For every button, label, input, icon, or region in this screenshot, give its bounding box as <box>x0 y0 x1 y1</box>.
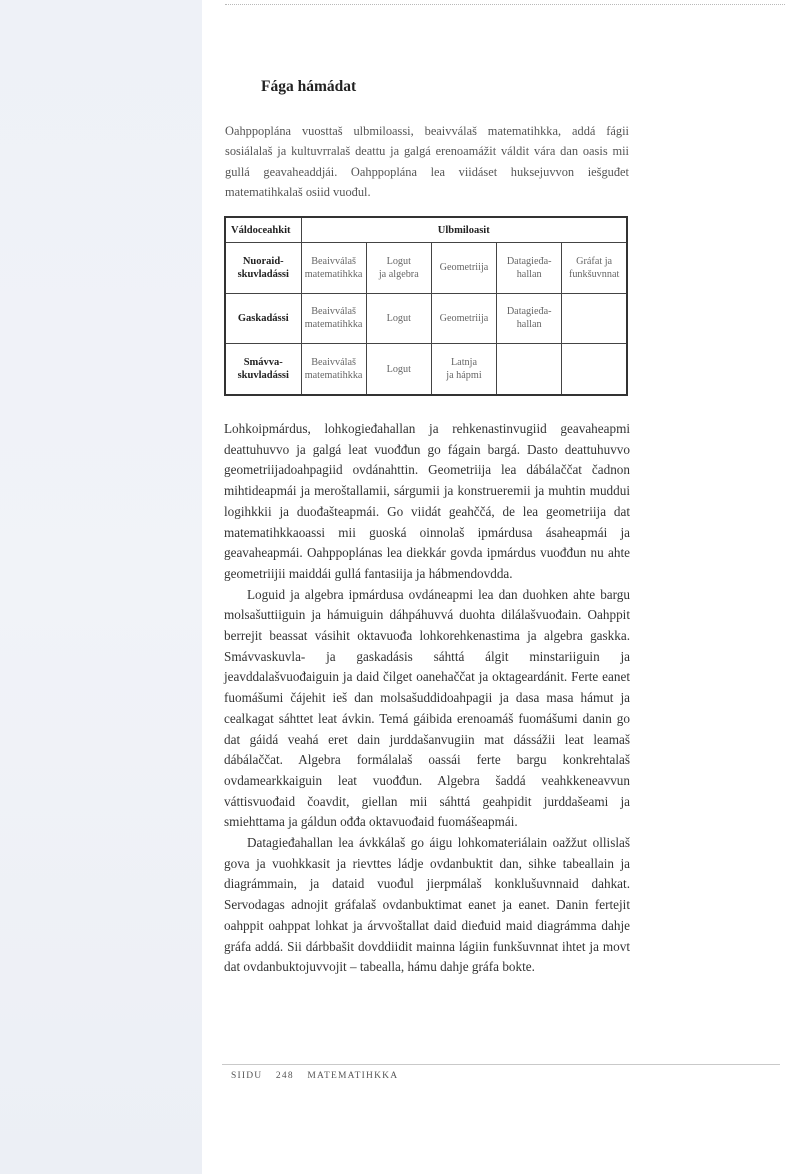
table-cell-line: Gráfat ja <box>576 255 613 267</box>
table-cell-line: matematihkka <box>304 370 363 382</box>
table-cell-line: Beaivválaš <box>311 357 356 369</box>
footer-section-title: MATEMATIHKKA <box>307 1071 399 1081</box>
table-cell <box>431 243 496 294</box>
row-level-label-line: skuvladássi <box>237 268 289 280</box>
table-cell <box>562 293 627 344</box>
row-level-label <box>225 243 301 294</box>
body-text <box>224 419 630 978</box>
footer-divider <box>222 1064 780 1065</box>
table-cell-line: Beaivválaš <box>311 306 356 318</box>
table-cell <box>366 293 431 344</box>
table-cell-line: Geometriija <box>439 262 489 274</box>
table-cell <box>497 344 562 395</box>
table-cell <box>366 243 431 294</box>
table-cell-line: hallan <box>516 319 542 331</box>
row-level-label <box>225 293 301 344</box>
table-cell-line: Logut <box>386 363 411 375</box>
paragraph-data-handling: Datagieđahallan lea ávkkálaš go áigu lohkomateriálain oažžut ollislaš gova ja vuohkkasit ja rievttes ládje ovdanbuktit dan, sihke tabeallain ja diagrámmain, ja dataid vuođul jierpmálaš konklušuvnnaid dahkat. Servodagas adnojit gráfalaš ovdanbuktimat eanet ja eanet. Danin fertejit oahppit oahppat lohkat ja árvvoštallat daid dieđuid maid diagrámma dahje gráfa addá. Sii dárbbašit dovddiidit mainna lágiin funkšuvnnat ihtet ja movt dat ovdanbuktojuvvojit – tabealla, hámu dahje gráfa bokte. <box>224 835 630 975</box>
table-cell-line: funkšuvnnat <box>568 268 620 280</box>
row-level-label-line: Smávva- <box>243 357 283 369</box>
table-cell-line: Logut <box>386 255 411 267</box>
table-cell <box>301 243 366 294</box>
paragraph-numbers-geometry: Lohkoipmárdus, lohkogieđahallan ja rehkenastinvugiid geavaheapmi deattuhuvvo ja galgá leat vuođđun go fágain bargá. Dasto deattuhuvvo geometriijadoahpagiid ovdánahttin. Geometriija lea dábálaččat čadnon mihtideapmái ja meroštallamii, sárgumii ja konstrueremii ja muhtin muddui logihkkii ja duođašteapmái. Go viidát geahččá, de lea geometriija dat matematihkkaoassi mii guoská oinnolaš ipmárdusa ásaheapmái ja geavaheapmái. Oahppoplánas lea diekkár govda ipmárdus vuođđun nu ahte geometriijii maiddái gullá fantasiija ja hábmendovdda. <box>224 421 630 581</box>
table-row <box>225 293 627 344</box>
table-cell-line: Beaivválaš <box>311 255 356 267</box>
table-cell-line: Datagieđa- <box>506 255 552 267</box>
header-outcomes: Ulbmiloasit <box>301 217 627 243</box>
table-header-row <box>225 217 627 243</box>
paragraph-algebra: Loguid ja algebra ipmárdusa ovdáneapmi lea dan duohken ahte bargu molsašuttiiguin ja hámuiguin dáhpáhuvvá duohta dilálašvuođain. Oahppit berrejit beassat vásihit oktavuođa lohkorehkenastima ja algebra gaskka. Smávvaskuvla- ja gaskadásis sáhttá álgit minstariiguin ja jeavddalašvuođaiguin ja daid čilget oanehaččat ja oktageardánit. Ferte eanet fuomášumi čájehit ieš dan molsašuddidoahpagii ja dasa masa hámut ja cealkagat sáhttet leat ávkin. Temá gáibida erenoamáš fuomášumi danin go dat gáidá veahá eret dain jurddašanvugiin mat dássážii leat leamaš dábálaččat. Algebra formálalaš oassái ferte bargu konkrehtalaš ovdamearkkaiguin leat vuođđun. Algebra šaddá veahkkeneavvun váttisvuođaid čoavdit, giellan mii sáhttá geahpidit jurddašeami ja smiehttama ja gáldun ođđa oktavuođaid fuomášeapmái. <box>224 586 630 830</box>
table-cell <box>431 293 496 344</box>
table-cell-line: matematihkka <box>304 268 363 280</box>
row-level-label <box>225 344 301 395</box>
table-cell <box>301 293 366 344</box>
table-cell <box>562 344 627 395</box>
header-levels: Váldoceahkit <box>225 217 301 243</box>
page-footer <box>231 1071 408 1081</box>
table-cell <box>431 344 496 395</box>
intro-paragraph: Oahppoplána vuosttaš ulbmiloassi, beaivválaš matematihkka, addá fágii sosiálalaš ja kultuvrralaš deattu ja galgá erenoamážit váldit vára dan oasis mii gullá geavaheaddjái. Oahppoplána lea viidáset huksejuvvon iešguđet matematihkalaš osiid vuođul. <box>225 124 629 200</box>
table-cell-line: hallan <box>516 268 542 280</box>
table-cell <box>301 344 366 395</box>
top-divider <box>225 4 785 5</box>
table-row <box>225 243 627 294</box>
table-cell-line: Latnja <box>450 357 477 369</box>
table-cell <box>497 243 562 294</box>
table-cell-line: ja hápmi <box>446 370 482 382</box>
table-cell-line: Geometriija <box>439 312 489 324</box>
outcomes-table <box>224 216 628 396</box>
table-cell-line: matematihkka <box>304 319 363 331</box>
table-cell-line: ja algebra <box>378 268 419 280</box>
left-margin-band <box>0 0 202 1174</box>
row-level-label-line: Nuoraid- <box>242 255 284 267</box>
row-level-label-line: skuvladássi <box>237 370 289 382</box>
row-level-label-line: Gaskadássi <box>237 312 289 324</box>
footer-page-number: 248 <box>275 1071 294 1081</box>
table-cell-line: Logut <box>386 312 411 324</box>
table-cell <box>497 293 562 344</box>
section-heading: Fága hámádat <box>261 78 357 95</box>
table-cell-line: Datagieđa- <box>506 306 552 318</box>
table-cell <box>366 344 431 395</box>
table-row <box>225 344 627 395</box>
table-cell <box>562 243 627 294</box>
footer-page-label: SIIDU <box>231 1071 263 1081</box>
